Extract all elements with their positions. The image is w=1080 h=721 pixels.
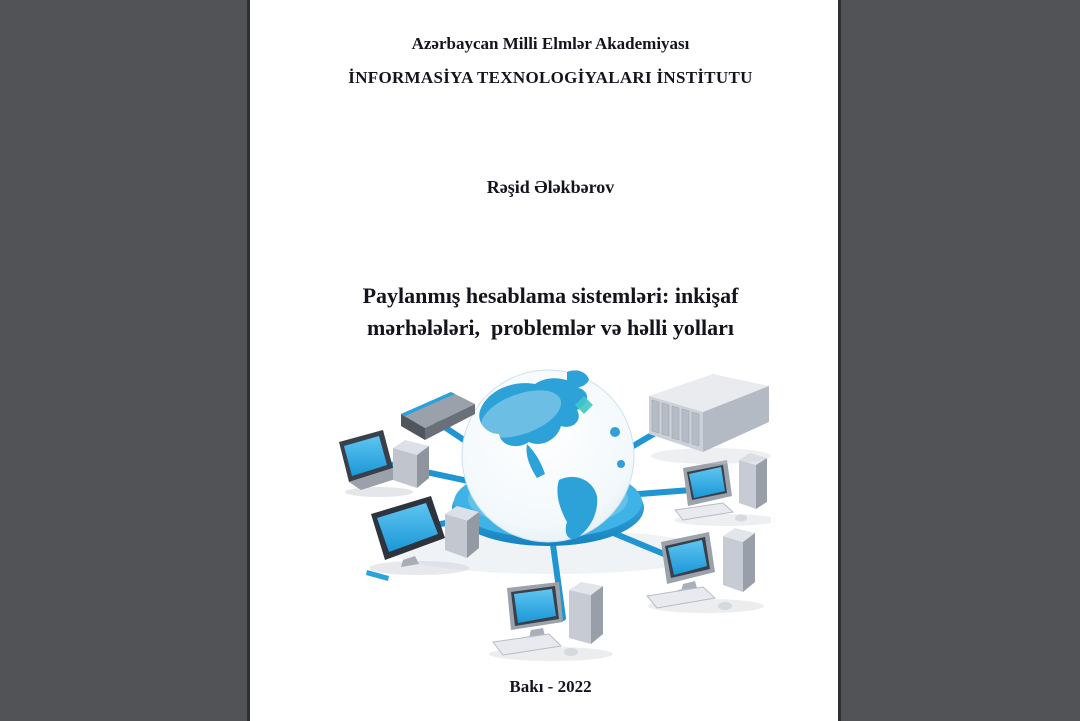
server-rack-icon	[649, 374, 771, 464]
book-title-line1: Paylanmış hesablama sistemləri: inkişaf	[362, 283, 739, 308]
network-illustration	[331, 356, 771, 662]
globe-icon	[462, 370, 634, 542]
desktop-bottom-icon	[489, 582, 613, 661]
document-page	[247, 0, 841, 721]
imprint: Bakı - 2022	[509, 677, 592, 696]
desktop-right-icon	[674, 453, 771, 526]
author-name: Rəşid Ələkbərov	[486, 177, 615, 197]
book-title	[263, 280, 838, 344]
academy-name: Azərbaycan Milli Elmlər Akademiyası	[411, 34, 690, 53]
laptop-icon	[339, 430, 429, 497]
institute-name: İNFORMASİYA TEXNOLOGİYALARI İNSTİTUTU	[348, 68, 753, 87]
workstation-icon	[366, 496, 479, 581]
scanner-icon	[401, 392, 475, 440]
book-title-line2: mərhələləri, problemlər və həlli yolları	[367, 315, 734, 340]
page-content	[263, 0, 838, 721]
